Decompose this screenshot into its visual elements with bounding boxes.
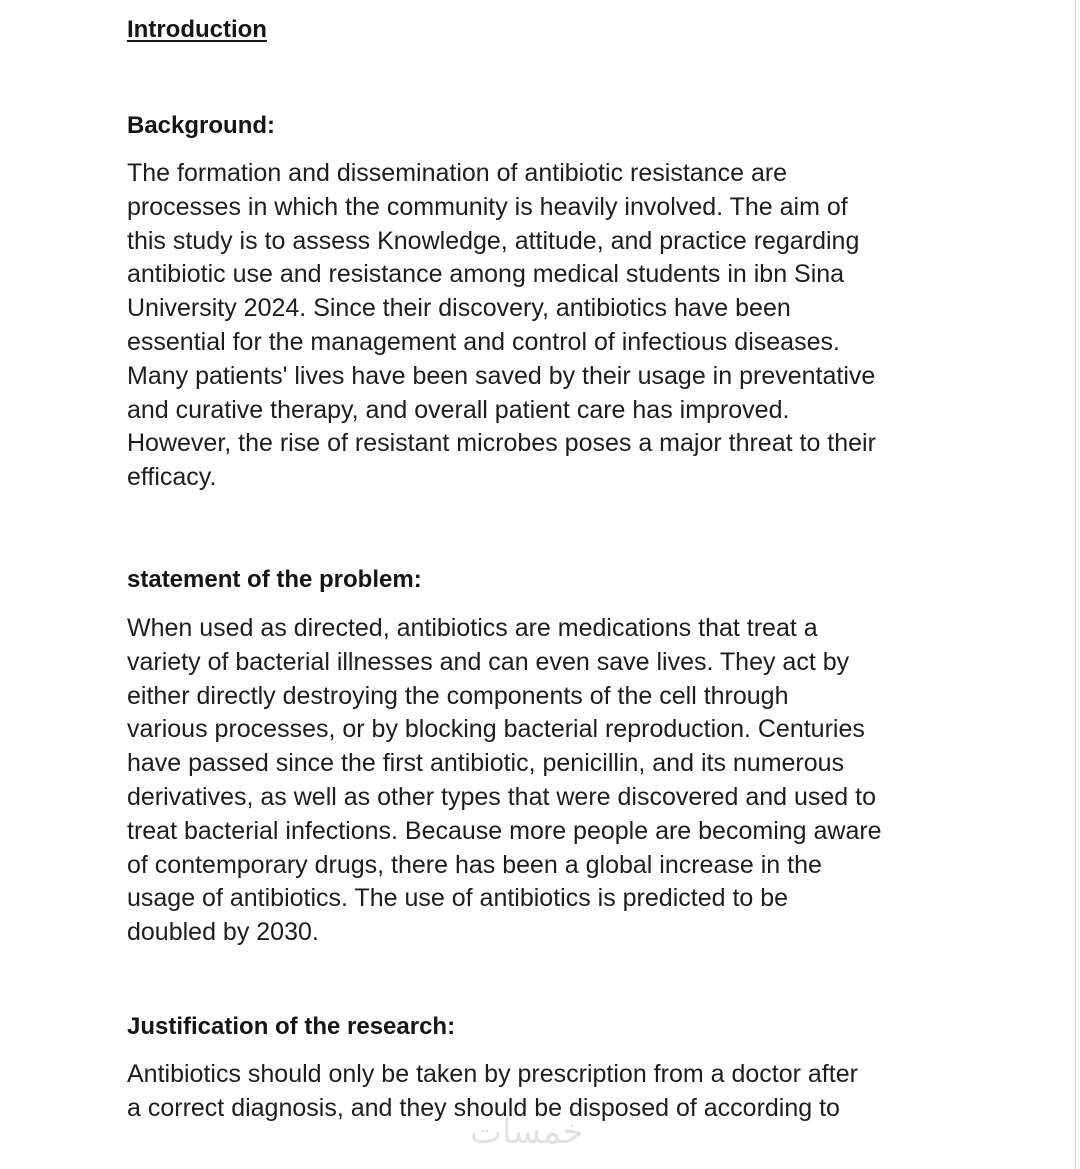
text-line: When used as directed, antibiotics are medications that treat a xyxy=(127,614,818,642)
text-line: have passed since the first antibiotic, penicillin, and its numerous xyxy=(127,749,845,778)
text-line: antibiotic use and resistance among medical students in ibn Sina xyxy=(127,260,845,289)
text-line: various processes, or by blocking bacterial reproduction. Centuries xyxy=(127,715,865,744)
text-line: and curative therapy, and overall patient care has improved. xyxy=(127,395,790,424)
page-edge xyxy=(1075,0,1076,1169)
watermark-logo: خمسات xyxy=(470,1112,584,1152)
section-heading-problem: statement of the problem: xyxy=(127,566,422,593)
text-line: either directly destroying the components of the cell through xyxy=(127,681,789,710)
text-line: of contemporary drugs, there has been a global increase in the xyxy=(127,850,822,879)
text-line: doubled by 2030. xyxy=(127,918,319,947)
text-line: processes in which the community is heavily involved. The aim of xyxy=(127,192,848,221)
text-line: Antibiotics should only be taken by prescription from a doctor after xyxy=(127,1060,858,1088)
text-line: The formation and dissemination of antibiotic resistance are xyxy=(127,159,788,187)
document-title: Introduction xyxy=(127,16,267,43)
text-line: treat bacterial infections. Because more people are becoming aware xyxy=(127,816,882,845)
section-paragraph-background xyxy=(127,157,876,495)
text-line: essential for the management and control of infectious diseases. xyxy=(127,327,840,356)
section-heading-background: Background: xyxy=(127,112,276,139)
text-line: University 2024. Since their discovery, antibiotics have been xyxy=(127,294,791,323)
text-line: derivatives, as well as other types that were discovered and used to xyxy=(127,782,877,811)
text-line: a correct diagnosis, and they should be disposed of according to xyxy=(127,1093,840,1122)
section-paragraph-problem xyxy=(127,612,882,950)
text-line: efficacy. xyxy=(127,463,217,492)
text-line: variety of bacterial illnesses and can even save lives. They act by xyxy=(127,647,850,676)
text-line: However, the rise of resistant microbes poses a major threat to their xyxy=(127,429,876,458)
text-line: this study is to assess Knowledge, attitude, and practice regarding xyxy=(127,226,860,255)
section-heading-justification: Justification of the research: xyxy=(127,1013,456,1040)
text-line: usage of antibiotics. The use of antibiotics is predicted to be xyxy=(127,884,789,913)
text-line: Many patients' lives have been saved by their usage in preventative xyxy=(127,361,876,390)
